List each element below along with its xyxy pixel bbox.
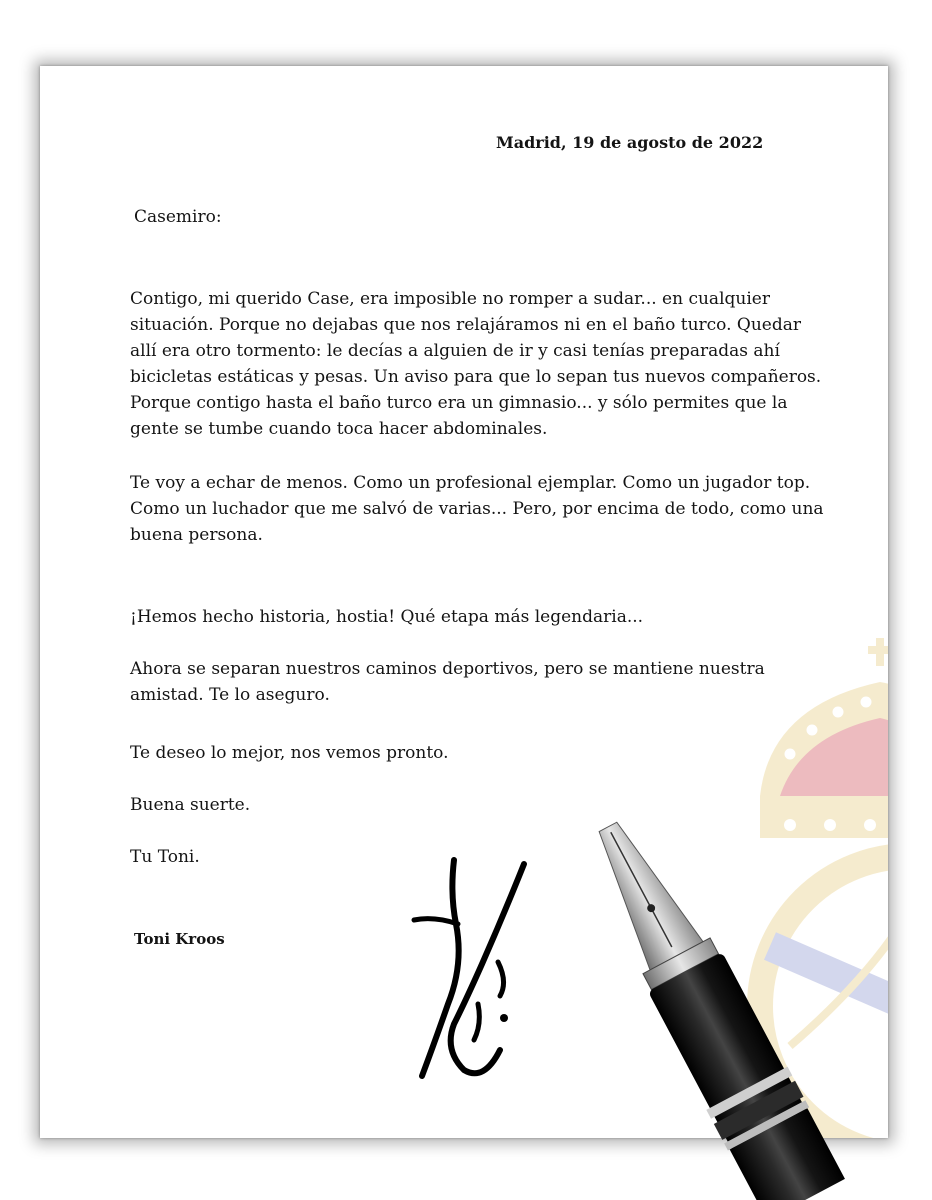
paragraph-5: Te deseo lo mejor, nos vemos pronto. [130,743,449,763]
closing-line: Tu Toni. [130,847,200,867]
salutation: Casemiro: [134,207,222,227]
paragraph-3: ¡Hemos hecho historia, hostia! Qué etapa más legendaria... [130,607,644,627]
fountain-pen-icon [540,790,900,1200]
paragraph-4: Ahora se separan nuestros caminos deportivos, pero se mantiene nuestra amistad. Te lo aseguro. [130,659,765,705]
paragraph-1: Contigo, mi querido Case, era imposible no romper a sudar... en cualquier situación. Porque no dejabas que nos relajáramos ni en el baño turco. Quedar allí era otro tormento: le decías a alguien de ir y casi tenías preparadas ahí bicicletas estáticas y pesas. Un aviso para que lo sepan tus nuevos compañeros. Porque contigo hasta el baño turco era un gimnasio... y sólo permites que la gente se tumbe cuando toca hacer abdominales. [130,289,822,439]
letter-date: Madrid, 19 de agosto de 2022 [496,133,764,152]
paragraph-2: Te voy a echar de menos. Como un profesional ejemplar. Como un jugador top. Como un luchador que me salvó de varias... Pero, por encima de todo, como una buena persona. [130,473,824,545]
signer-name: Toni Kroos [134,930,225,948]
handwritten-signature-icon [404,854,534,1084]
paragraph-6: Buena suerte. [130,795,251,815]
